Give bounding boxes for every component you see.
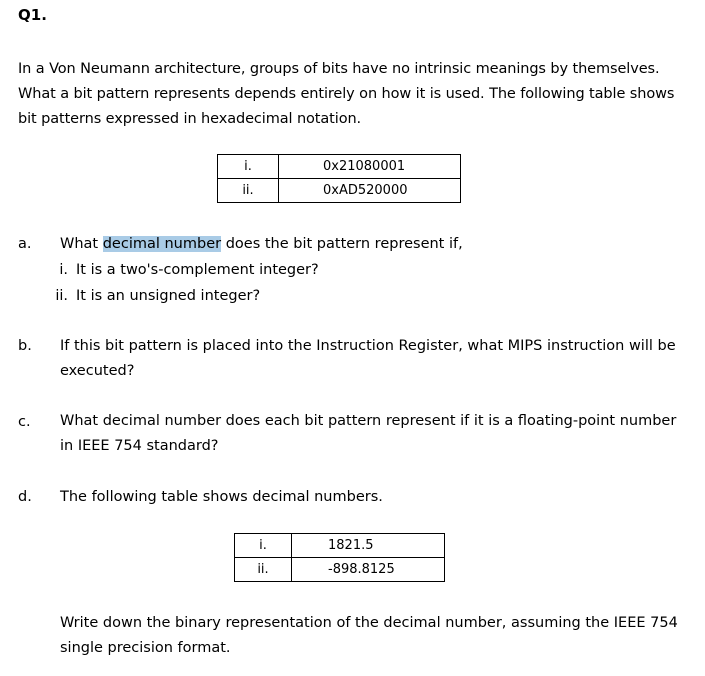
question-a-label: a. [18,236,32,252]
question-a-text-after: does the bit pattern represent if, [221,236,463,252]
question-a-text [60,232,463,257]
decimal-number-table [234,533,445,582]
question-a-text-before: What [60,236,103,252]
sub-index: i. [59,262,68,278]
row-value: 0x21080001 [279,155,461,179]
sub-text: It is an unsigned integer? [76,288,261,304]
highlighted-text: decimal number [102,236,222,252]
table-row [235,534,445,558]
intro-line: In a Von Neumann architecture, groups of bits have no intrinsic meanings by themselves. [18,61,660,77]
row-index: i. [218,155,279,179]
question-b-line: executed? [60,363,135,379]
table-row [218,179,461,203]
question-d-footer-line: single precision format. [60,640,231,656]
row-value: 0xAD520000 [279,179,461,203]
row-value: 1821.5 [292,534,445,558]
hex-pattern-table [217,154,461,203]
question-b-line: If this bit pattern is placed into the Instruction Register, what MIPS instruction will be [60,338,676,354]
intro-line: What a bit pattern represents depends entirely on how it is used. The following table shows [18,86,675,102]
sub-index: ii. [55,288,68,304]
question-a-sub-i [44,258,319,283]
question-d-footer-line: Write down the binary representation of the decimal number, assuming the IEEE 754 [60,615,678,631]
question-c-label: c. [18,414,31,430]
intro-line: bit patterns expressed in hexadecimal notation. [18,111,362,127]
question-title: Q1. [18,6,47,24]
row-value: -898.8125 [292,558,445,582]
question-a-sub-ii [44,284,260,309]
sub-text: It is a two's-complement integer? [76,262,319,278]
question-d-text: The following table shows decimal numbers. [60,489,383,505]
table-row [218,155,461,179]
table-row [235,558,445,582]
intro-paragraph [18,57,698,132]
row-index: ii. [235,558,292,582]
question-d-label: d. [18,489,32,505]
row-index: ii. [218,179,279,203]
question-c-line: What decimal number does each bit pattern represent if it is a floating-point number [60,413,677,429]
question-b-label: b. [18,338,32,354]
question-c-line: in IEEE 754 standard? [60,438,219,454]
row-index: i. [235,534,292,558]
